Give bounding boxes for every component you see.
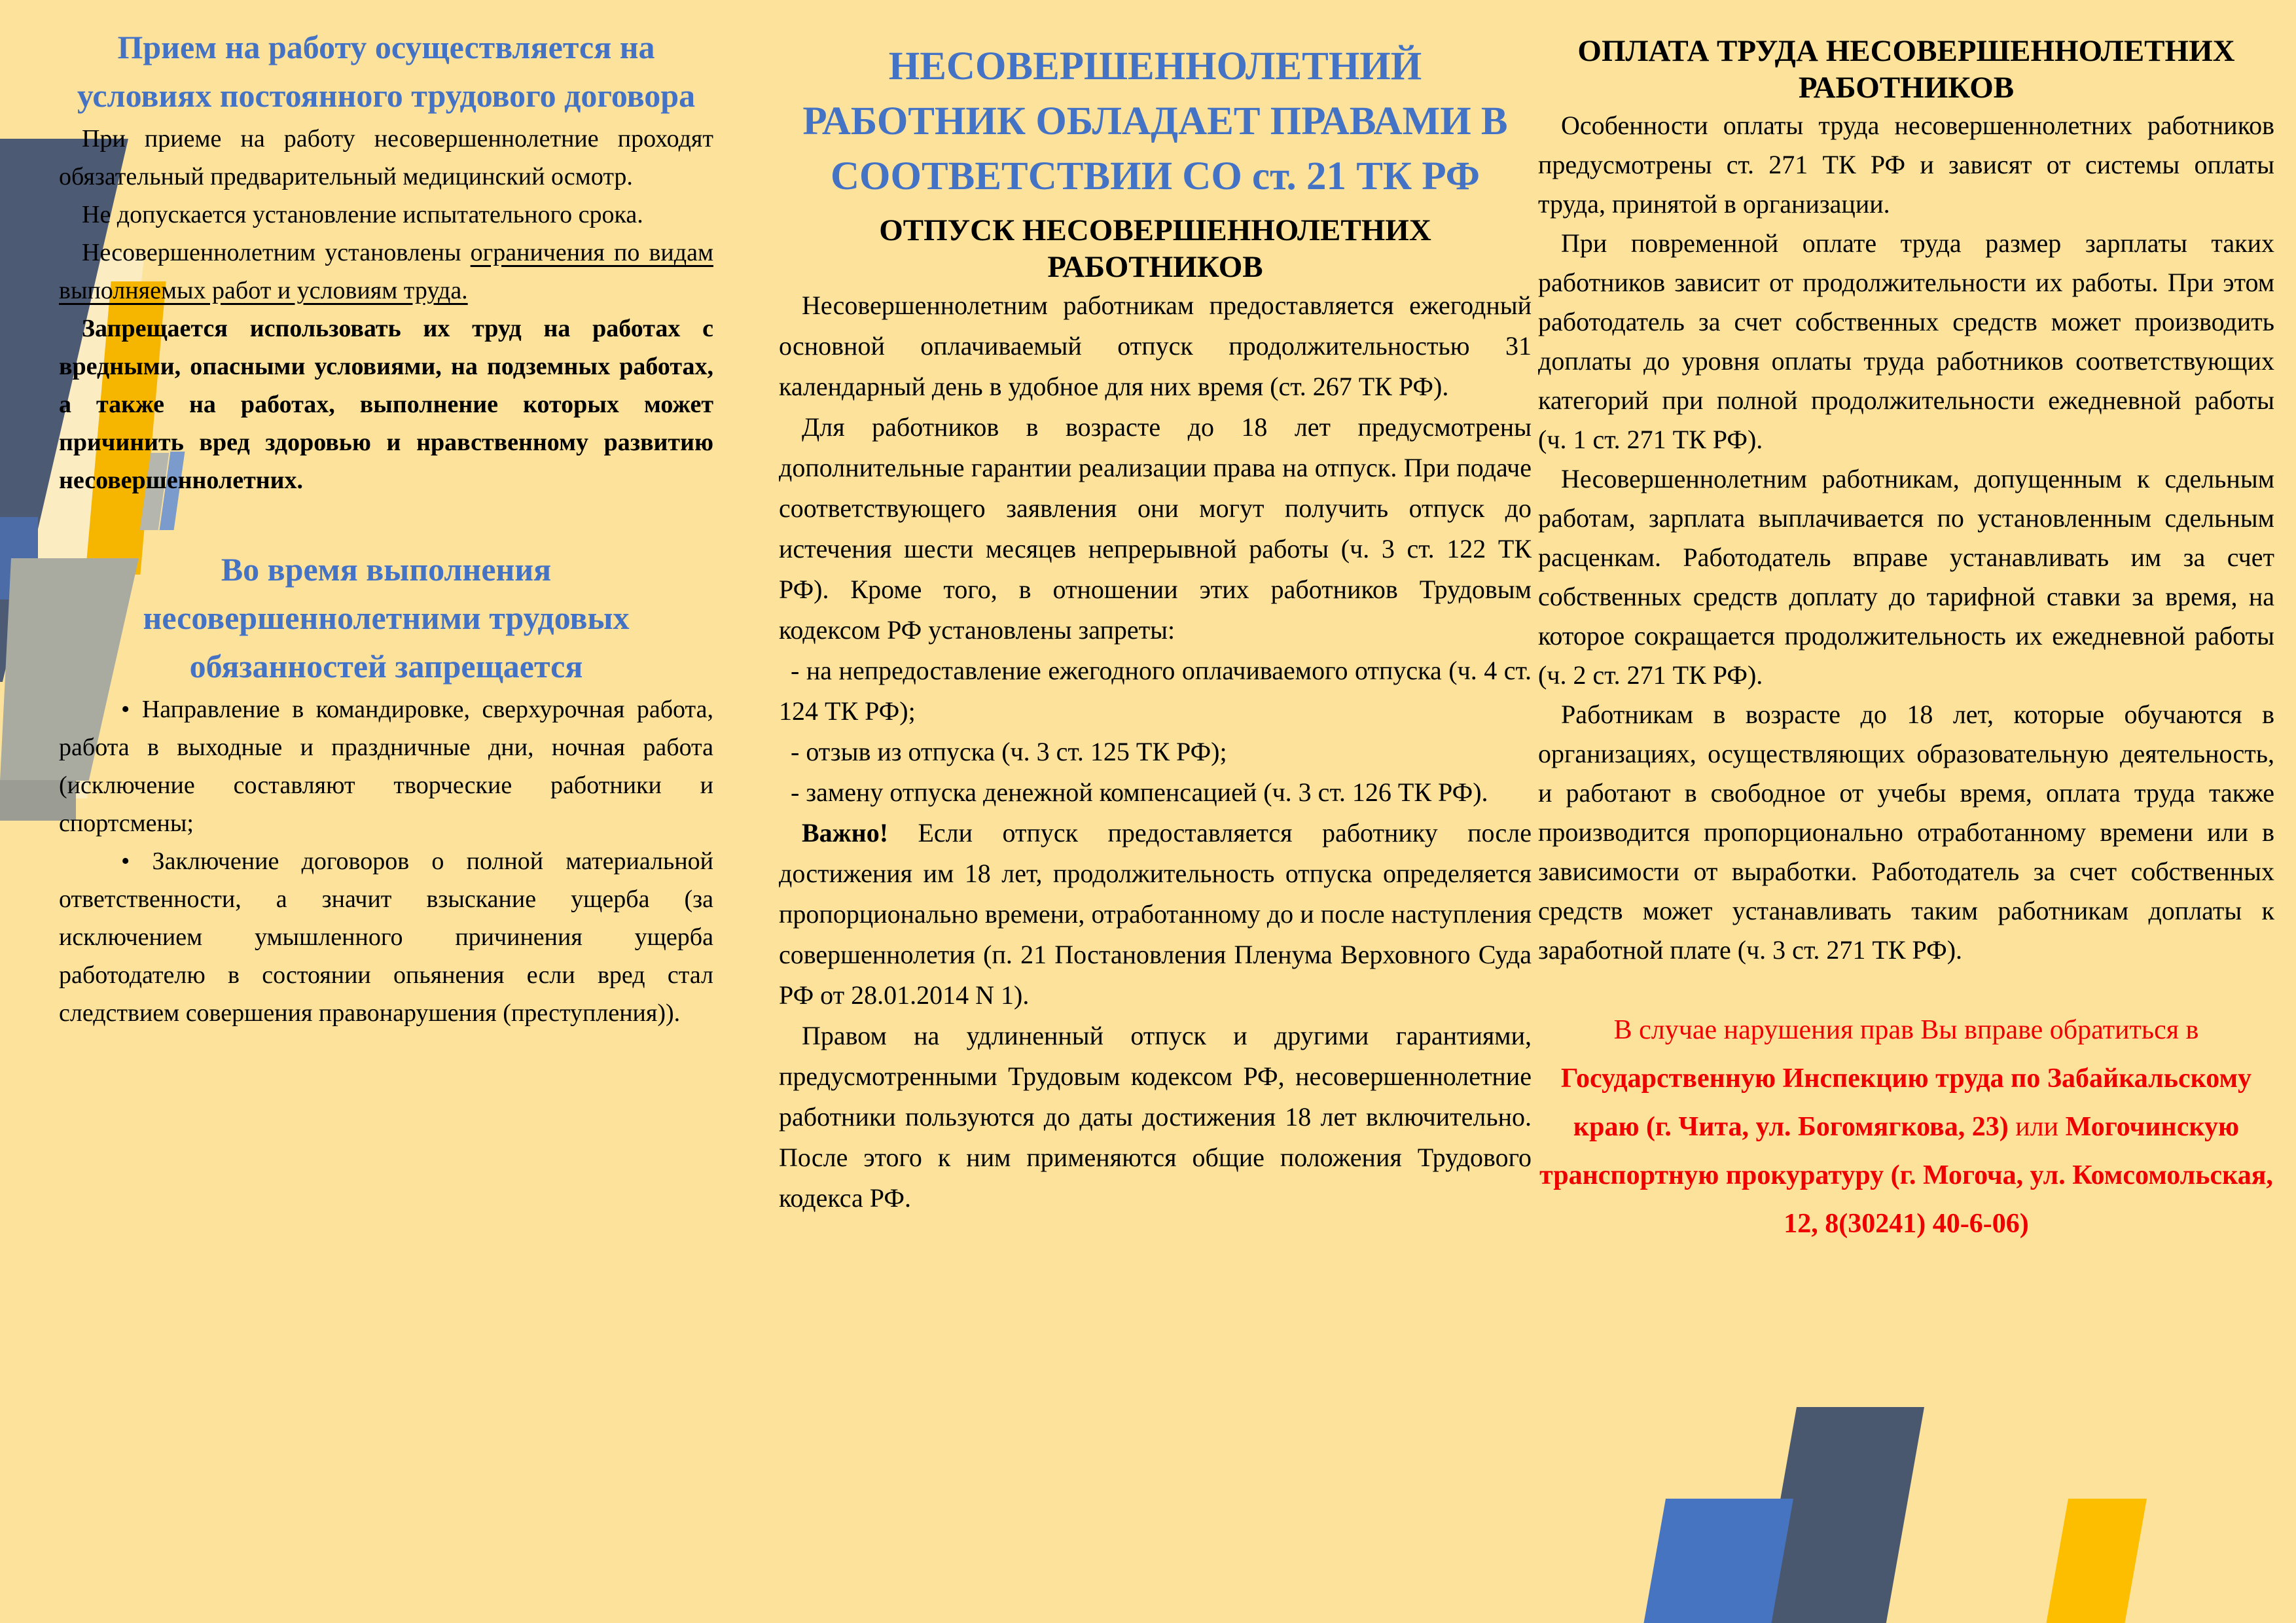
notice-intro: В случае нарушения прав Вы вправе обратиться в xyxy=(1613,1015,2199,1045)
vacation-paragraph-duration: Несовершеннолетним работникам предоставляется ежегодный основной оплачиваемый отпуск продолжительностью 31 календарный день в удобное для них время (ст. 267 ТК РФ). xyxy=(779,291,1532,401)
restrictions-text-underlined: ограничения по видам выполняемых работ и условиям труда. xyxy=(59,239,713,304)
pay-paragraph-time-based: При повременной оплате труда размер зарплаты таких работников зависит от продолжительности их работы. При этом работодатель за счет собственных средств может производить доплаты до уровня оплаты труда работников соответствующих категорий при полной продолжительности ежедневной работы (ч. 1 ст. 271 ТК РФ). xyxy=(1538,228,2274,454)
notice-prosecutor-office: Могочинскую транспортную прокуратуру (г. Могоча, ул. Комсомольская, 12, 8(30241) 40-6-06) xyxy=(1539,1112,2273,1239)
rights-violation-notice xyxy=(1538,1006,2274,1248)
hiring-paragraph-restrictions xyxy=(59,234,713,310)
important-text: Если отпуск предоставляется работнику после достижения им 18 лет, продолжительность отпуска определяется пропорционально времени, отработанному до и после наступления совершеннолетия (п. 21 Постановления Пленума Верховного Суда РФ от 28.01.2014 N 1). xyxy=(779,818,1532,1010)
column-pay xyxy=(1538,33,2274,1248)
column-hiring xyxy=(59,23,713,1032)
pay-paragraph-piecework: Несовершеннолетним работникам, допущенным к сдельным работам, зарплата выплачивается по установленным сдельным расценкам. Работодатель вправе устанавливать им за счет собственных средств доплату до тарифной ставки за время, на которое сокращается продолжительность их ежедневной работы (ч. 2 ст. 271 ТК РФ). xyxy=(1538,464,2274,690)
prohibition-bullet-liability-contracts: • Заключение договоров о полной материальной ответственности, а значит взыскание ущерба (за исключением умышленного причинения ущерба работодателю в состоянии опьянения если вред стал следствием совершения правонарушения (преступления)). xyxy=(59,847,713,1027)
restrictions-text-start: Несовершеннолетним установлены xyxy=(82,239,471,266)
decor-bottom-gold-shape xyxy=(2046,1499,2147,1623)
vacation-ban-recall: - отзыв из отпуска (ч. 3 ст. 125 ТК РФ); xyxy=(791,737,1227,766)
rights-heading: НЕСОВЕРШЕННОЛЕТНИЙ РАБОТНИК ОБЛАДАЕТ ПРАВАМИ В СООТВЕТСТВИИ СО ст. 21 ТК РФ xyxy=(802,45,1508,198)
vacation-ban-no-leave: - на непредоставление ежегодного оплачиваемого отпуска (ч. 4 ст. 124 ТК РФ); xyxy=(779,656,1532,726)
pay-paragraph-students: Работникам в возрасте до 18 лет, которые обучаются в организациях, осуществляющих образовательную деятельность, и работают в свободное от учебы время, оплата труда также производится пропорционально отработанному времени или в зависимости от выработки. Работодатель за счет собственных средств может устанавливать таким работникам доплаты к заработной плате (ч. 3 ст. 271 ТК РФ). xyxy=(1538,700,2274,965)
vacation-ban-compensation: - замену отпуска денежной компенсацией (ч. 3 ст. 126 ТК РФ). xyxy=(791,777,1488,807)
pay-paragraph-general: Особенности оплаты труда несовершеннолетних работников предусмотрены ст. 271 ТК РФ и зависят от системы оплаты труда, принятой в организации. xyxy=(1538,111,2274,219)
column-vacation xyxy=(779,39,1532,1219)
vacation-paragraph-extended-leave: Правом на удлиненный отпуск и другими гарантиями, предусмотренными Трудовым кодексом РФ, несовершеннолетние работники пользуются до даты достижения 18 лет включительно. После этого к ним применяются общие положения Трудового кодекса РФ. xyxy=(779,1021,1532,1213)
decor-bottom-blue-shape xyxy=(1643,1499,1793,1623)
hiring-heading: Прием на работу осуществляется на условиях постоянного трудового договора xyxy=(77,29,696,114)
vacation-paragraph-important xyxy=(779,813,1532,1016)
duties-prohibitions-heading: Во время выполнения несовершеннолетними трудовых обязанностей запрещается xyxy=(143,551,630,685)
hiring-paragraph-prohibited-work: Запрещается использовать их труд на работах с вредными, опасными условиями, на подземных работах, а также на работах, выполнение которых может причинить вред здоровью и нравственному развитию несовершеннолетних. xyxy=(59,315,713,494)
hiring-paragraph-probation: Не допускается установление испытательного срока. xyxy=(82,201,643,228)
vacation-paragraph-guarantees: Для работников в возрасте до 18 лет предусмотрены дополнительные гарантии реализации права на отпуск. При подаче соответствующего заявления они могут получить отпуск до истечения шести месяцев непрерывной работы (ч. 3 ст. 122 ТК РФ). Кроме того, в отношении этих работников Трудовым кодексом РФ установлены запреты: xyxy=(779,412,1532,645)
notice-or: или xyxy=(2008,1112,2066,1142)
hiring-paragraph-medical: При приеме на работу несовершеннолетние проходят обязательный предварительный медицинский осмотр. xyxy=(59,125,713,190)
vacation-subheading: ОТПУСК НЕСОВЕРШЕННОЛЕТНИХ РАБОТНИКОВ xyxy=(879,213,1431,284)
notice-labor-inspection: Государственную Инспекцию труда по Забайкальскому краю (г. Чита, ул. Богомягкова, 23) xyxy=(1560,1063,2252,1142)
prohibition-bullet-business-trips: • Направление в командировке, сверхурочная работа, работа в выходные и праздничные дни, ночная работа (исключение составляют творческие работники и спортсмены; xyxy=(59,696,713,837)
pay-heading: ОПЛАТА ТРУДА НЕСОВЕРШЕННОЛЕТНИХ РАБОТНИКОВ xyxy=(1577,34,2235,105)
important-label: Важно! xyxy=(802,818,889,847)
